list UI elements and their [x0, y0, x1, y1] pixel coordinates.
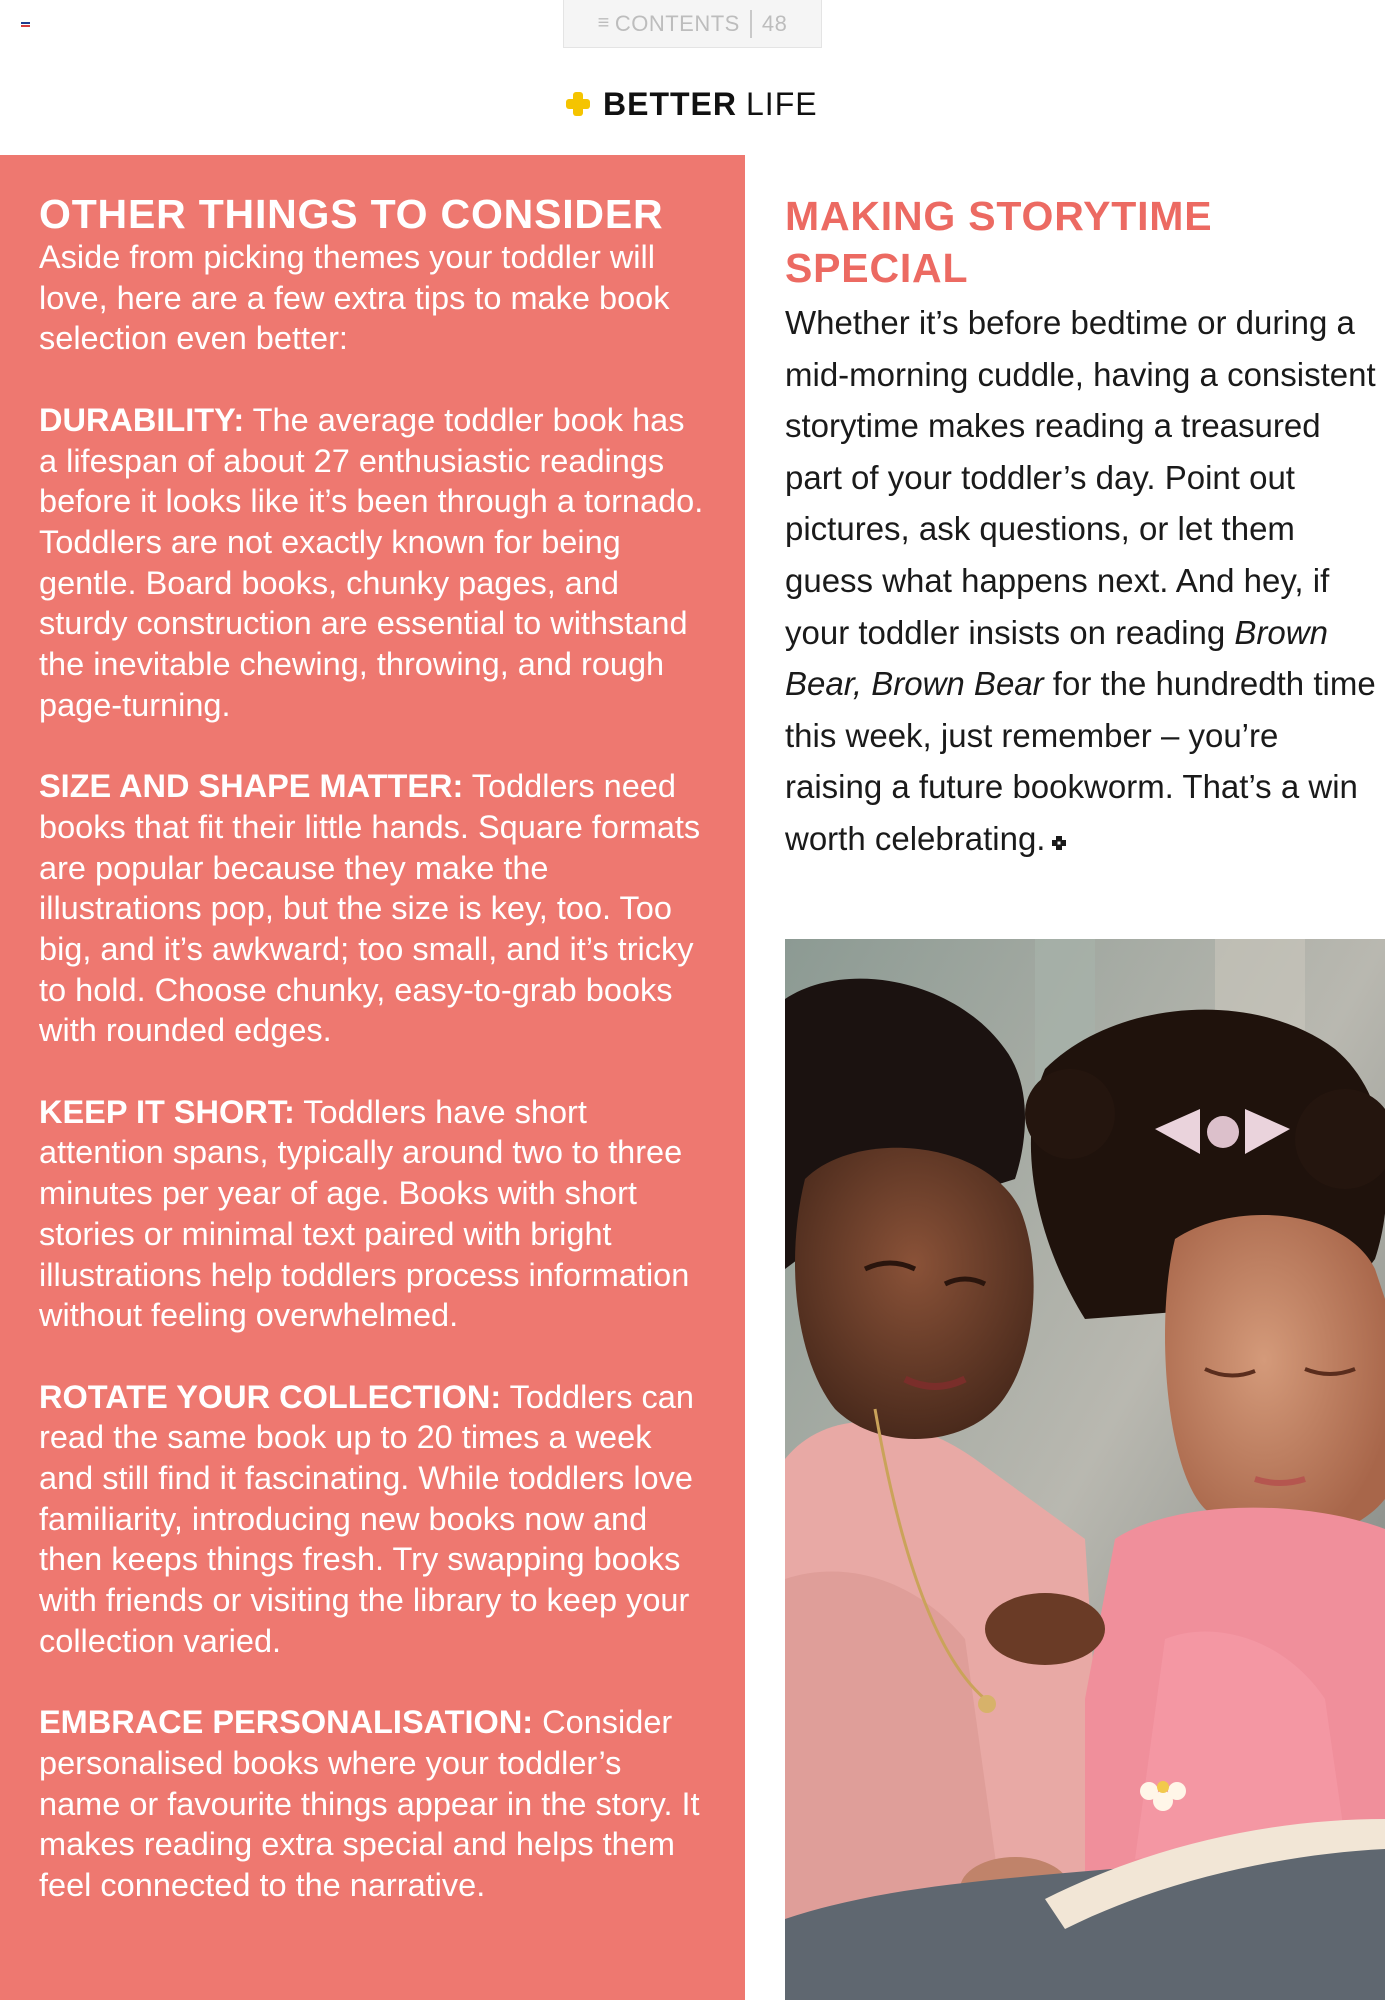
section-brand	[565, 86, 818, 122]
tip-label: KEEP IT SHORT:	[39, 1093, 295, 1130]
tip-label: DURABILITY:	[39, 401, 245, 438]
tip-text: Consider personalised books where your toddler’s name or favourite things appear in the story. It makes reading extra special and helps them feel connected to the narrative.	[39, 1704, 700, 1904]
storytime-body-part2: for the hundredth time this week, just remember – you’re raising a future bookworm. That’s a win worth celebrating.	[785, 665, 1376, 857]
contents-nav-button[interactable]	[563, 0, 822, 48]
storytime-title	[785, 190, 1380, 294]
contents-label: CONTENTS	[614, 10, 740, 36]
tip-text: Toddlers can read the same book up to 20 times a week and still find it fascinating. While toddlers love familiarity, introducing new books now and then keeps things fresh. Try swapping books with friends or visiting the library to keep your collection varied.	[39, 1378, 694, 1659]
storytime-article	[785, 190, 1380, 865]
tip-label: EMBRACE PERSONALISATION:	[39, 1704, 534, 1741]
menu-icon: ≡	[597, 12, 610, 34]
tip-text: Toddlers have short attention spans, typically around two to three minutes per year of age. Books with short stories or minimal text paired with bright illustrations help toddlers process information without feeling overwhelmed.	[39, 1093, 690, 1334]
brand-word-light: LIFE	[746, 85, 818, 122]
storytime-title-line2: SPECIAL	[785, 245, 969, 291]
nav-divider	[750, 10, 752, 38]
corner-mark-icon	[21, 22, 30, 30]
tip-size-and-shape	[39, 766, 709, 1051]
plus-icon	[565, 91, 591, 117]
tips-intro: Aside from picking themes your toddler will love, here are a few extra tips to make book selection even better:	[39, 239, 670, 357]
tip-rotate-collection	[39, 1377, 709, 1662]
page-number: 48	[761, 10, 788, 36]
tip-text: The average toddler book has a lifespan of about 27 enthusiastic readings before it looks like it’s been through a tornado. Toddlers are not exactly known for being gentle. Board books, chunky pages, and sturdy construction are essential to withstand the inevitable chewing, throwing, and rough page-turning.	[39, 401, 704, 723]
tip-label: SIZE AND SHAPE MATTER:	[39, 768, 464, 805]
tip-personalisation	[39, 1702, 709, 1906]
book-title: Brown Bear, Brown Bear	[785, 613, 1328, 703]
tips-panel	[0, 155, 745, 2000]
tips-panel-title: OTHER THINGS TO CONSIDER	[39, 191, 664, 237]
storytime-title-line1: MAKING STORYTIME	[785, 193, 1213, 239]
end-of-article-icon	[1051, 835, 1067, 851]
tip-keep-it-short	[39, 1092, 709, 1336]
tip-text: Toddlers need books that fit their little hands. Square formats are popular because they make the illustrations pop, but the size is key, too. Too big, and it’s awkward; too small, and it’s tricky to hold. Choose chunky, easy-to-grab books with rounded edges.	[39, 768, 701, 1049]
storytime-body-part1: Whether it’s before bedtime or during a mid-morning cuddle, having a consistent storytime makes reading a treasured part of your toddler’s day. Point out pictures, ask questions, or let them guess what happens next. And hey, if your toddler insists on reading	[785, 304, 1376, 651]
storytime-body	[785, 297, 1380, 865]
brand-word-bold: BETTER	[603, 85, 737, 122]
tip-durability	[39, 400, 709, 726]
tip-label: ROTATE YOUR COLLECTION:	[39, 1378, 502, 1415]
mother-daughter-reading-photo	[785, 939, 1385, 2000]
